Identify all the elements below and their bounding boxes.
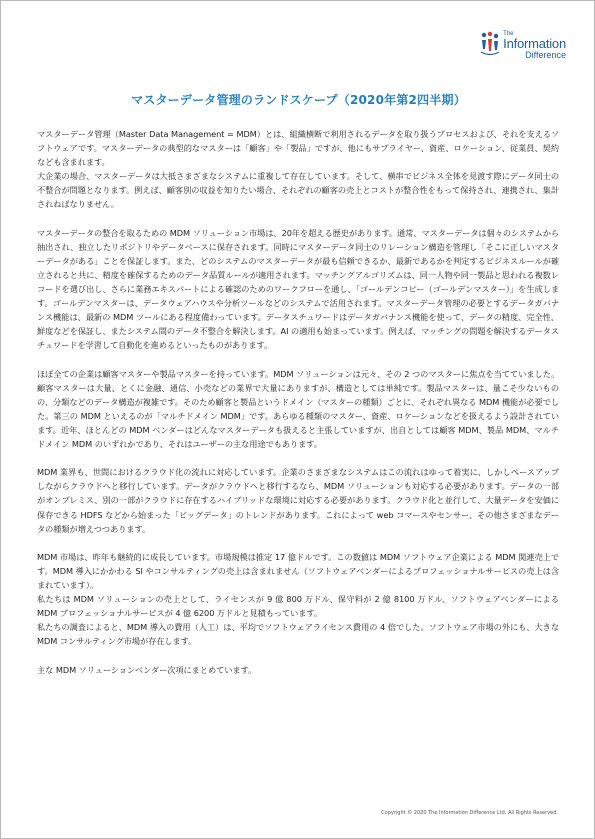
- logo-main: Information: [503, 36, 566, 51]
- body-paragraph: マスターデータ管理（Master Data Management = MDM）とは、組織横断で利用されるデータを取り扱うプロセスおよび、それを支えるソフトウェアです。マスターデータの典型的なマスターは「顧客」や「製品」ですが、他にもサプライヤー、資産、ロケーション、従業員、契約なども含まれます。: [37, 129, 559, 168]
- body-paragraph: 私たちは MDM ソリューションの売上として、ライセンスが 9 億 800 万ドル、保守料が 2 億 8100 万ドル、ソフトウェアベンダーによる MDM プロフェッショナルサービスが 4 億 6200 万ドルと見積もっています。: [37, 594, 559, 619]
- body-text: [37, 127, 559, 677]
- logo-sub: Difference: [525, 50, 566, 60]
- body-paragraph: 大企業の場合、マスターデータは大抵さまざまなシステムに重複して存在しています。そして、横串でビジネス全体を見渡す際にデータ同士の不整合が問題となります。例えば、顧客別の収益を知りたい場合、それぞれの顧客の売上とコストが整合性をもって保持され、連携され、集計されねばなりません。: [37, 171, 559, 210]
- company-logo: [480, 31, 566, 60]
- people-logo-icon: [480, 31, 500, 57]
- body-paragraph: MDM 業界も、世間におけるクラウド化の流れに対応しています。企業のさまざまなシステムはこの流れはゆって着実に、しかしペースアップしながらクラウドへと移行しています。データがクラウドへと移行するなら、MDM ソリューションも対応する必要があります。データの一部がオンプレミス、別の一部がクラウドに存在するハイブリッドな環境に対応する必要があります。クラウド化と並行して、大量データを安価に保存できる HDFS などから始まった「ビッグデータ」のトレンドがあります。これによって web コマースやセンサー、その他さまざまなデータの種類が増えつつあります。: [37, 467, 559, 534]
- page-title: マスターデータ管理のランドスケープ（2020年第2四半期）: [131, 93, 466, 107]
- body-paragraph: ほぼ全ての企業は顧客マスターや製品マスターを持っています。MDM ソリューションは元々、その 2 つのマスターに焦点を当てていました。顧客マスターは大量、とくに金融、通信、小売などの業界で大量にありますが、構造としては単純です。製品マスターは、量こそ少ないものの、分類などのデータ構造が複雑です。そのため顧客と製品というドメイン（マスターの種類）ごとに、それぞれ異なる MDM 機能が必要でした。第三の MDM といえるのが「マルチドメイン MDM」です。あらゆる種類のマスター、資産、ロケーションなどを扱えるよう設計されています。近年、ほとんどの MDM ベンダーはどんなマスターデータも扱えると主張していますが、出自としては顧客 MDM、製品 MDM、マルチドメイン MDM のいずれかであり、それはユーザーの主な用途でもあります。: [37, 368, 559, 450]
- copyright-footer: Copyright © 2020 The Information Difference Ltd. All Rights Reserved.: [381, 810, 558, 816]
- body-paragraph: 私たちの調査によると、MDM 導入の費用（人工）は、平均でソフトウェアライセンス費用の 4 倍でした。ソフトウェア市場の外にも、大きな MDM コンサルティング市場が存在します。: [37, 622, 559, 647]
- body-paragraph: 主な MDM ソリューションベンダー次項にまとめています。: [37, 664, 257, 675]
- body-paragraph: MDM 市場は、昨年も継続的に成長しています。市場規模は推定 17 億ドルです。この数値は MDM ソフトウェア企業による MDM 関連売上です。MDM 導入にかかわる SI やコンサルティングの売上は含まれません（ソフトウェアベンダーによるプロフェッショナルサービスの売上は含まれています）。: [37, 551, 559, 590]
- body-paragraph: マスターデータの整合を取るための MDM ソリューション市場は、20年を超える歴史があります。通常、マスターデータは個々のシステムから抽出され、独立したリポジトリやデータベースに保存されます。同時にマスターデータ同士のリレーション構造を管理し「そこに正しいマスターデータがある」ことを保証します。また、どのシステムのマスターデータが最も信頼できるか、最新であるかを判定するビジネスルールが確立されると共に、精度を確保するためのデータ品質ルールが適用されます。マッチングアルゴリズムは、同一人物や同一製品と思われる複数レコードを選び出し、さらに業務エキスパートによる確認のためのワークフローを通し、「ゴールデンコピー（ゴールデンマスター）」を生成します。ゴールデンマスターは、データウェアハウスや分析ツールなどのシステムで活用されます。マスターデータ管理の必要とするデータガバナンス機能は、最新の MDM ツールにある程度備わっています。データスチュワードはデータガバナンス機能を使って、データの精度、完全性、鮮度などを保証し、またシステム間のデータ不整合を解決します。AI の適用も始まっています。例えば、マッチングの問題を解決するデータスチュワードを学習して自動化を進めるといったものがあります。: [37, 227, 559, 351]
- logo-the: The: [503, 31, 514, 37]
